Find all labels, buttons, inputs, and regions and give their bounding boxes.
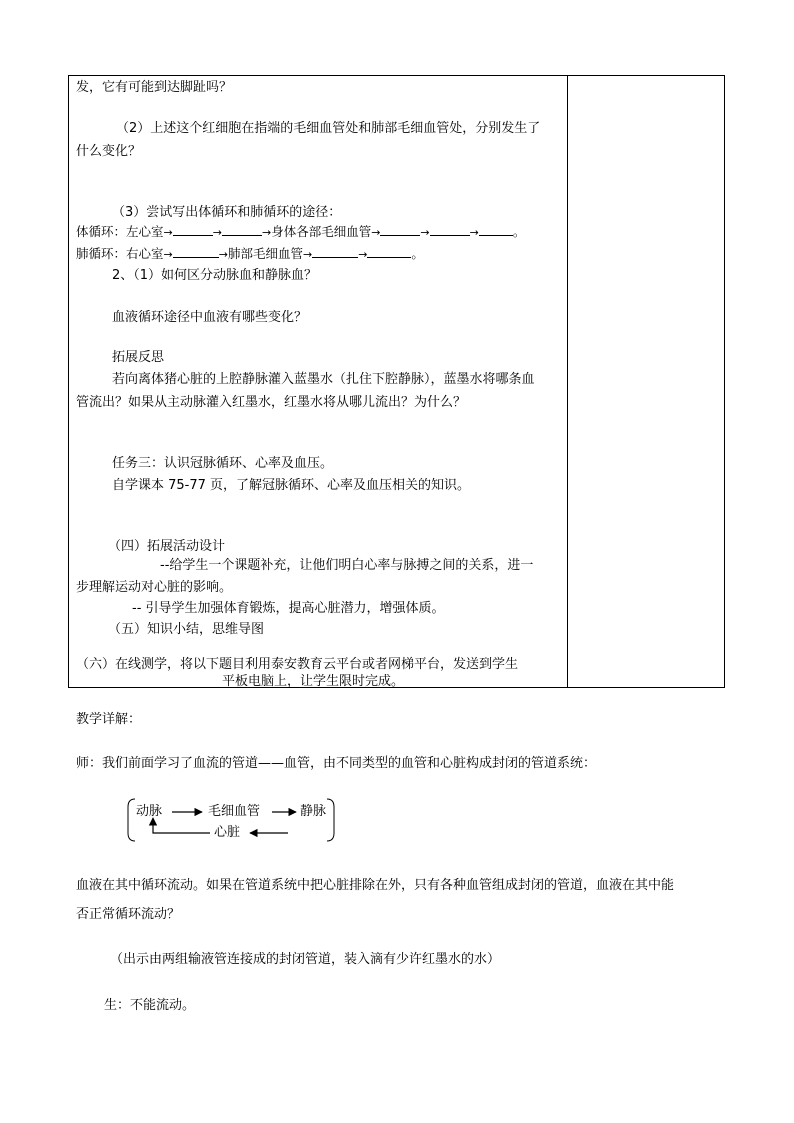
table-text-line: 什么变化？ xyxy=(76,144,142,159)
table-text-line: （五）知识小结，思维导图 xyxy=(108,622,265,637)
table-text-line: 拓展反思 xyxy=(112,350,165,365)
table-text-line: 2、（1）如何区分动脉血和静脉血？ xyxy=(112,268,318,283)
body-paragraph-line: 否正常循环流动？ xyxy=(76,907,181,922)
artery-label: 动脉 xyxy=(136,804,163,819)
table-text-line: 管流出？如果从主动脉灌入红墨水，红墨水将从哪儿流出？为什么？ xyxy=(76,395,467,410)
table-text-line: 平板电脑上，让学生限时完成。 xyxy=(222,674,405,689)
capillary-label: 毛细血管 xyxy=(208,804,261,819)
table-text-line: 发，它有可能到达脚趾吗？ xyxy=(76,80,233,95)
table-text-line: -- 引导学生加强体育锻炼，提高心脏潜力，增强体质。 xyxy=(132,601,445,616)
table-text-line: 自学课本 75-77 页，了解冠脉循环、心率及血压相关的知识。 xyxy=(112,478,471,493)
table-text-line: --给学生一个课题补充，让他们明白心率与脉搏之间的关系，进一 xyxy=(160,558,534,573)
answer-blank[interactable] xyxy=(479,224,513,236)
pulmonary-circulation-line: 肺循环：右心室→ →肺部毛细血管→ → 。 xyxy=(76,246,424,261)
heart-label: 心脏 xyxy=(214,825,241,840)
table-text-line: （六）在线测学，将以下题目利用泰安教育云平台或者网梯平台，发送到学生 xyxy=(76,657,519,672)
right-bracket xyxy=(327,799,334,841)
answer-blank[interactable] xyxy=(173,224,213,236)
table-text-line: （2）上述这个红细胞在指端的毛细血管处和肺部毛细血管处，分别发生了 xyxy=(116,121,541,136)
answer-blank[interactable] xyxy=(222,224,262,236)
teacher-line: 师：我们前面学习了血流的管道——血管，由不同类型的血管和心脏构成封闭的管道系统： xyxy=(76,756,597,771)
answer-blank[interactable] xyxy=(430,224,470,236)
answer-blank[interactable] xyxy=(173,246,219,258)
answer-blank[interactable] xyxy=(312,246,358,258)
table-text-line: 血液循环途径中血液有哪些变化？ xyxy=(112,310,308,325)
demo-note: （出示由两组输液管连接成的封闭管道，装入滴有少许红墨水的水） xyxy=(110,952,501,967)
answer-blank[interactable] xyxy=(367,246,411,258)
left-bracket xyxy=(128,799,135,841)
table-text-line: 任务三：认识冠脉循环、心率及血压。 xyxy=(112,456,334,471)
section-heading: 教学详解： xyxy=(76,712,142,727)
table-column-divider xyxy=(567,75,568,688)
table-text-line: （四）拓展活动设计 xyxy=(108,539,226,554)
body-paragraph-line: 血液在其中循环流动。如果在管道系统中把心脏排除在外，只有各种血管组成封闭的管道，血液在其中能 xyxy=(76,878,675,893)
table-text-line: 步理解运动对心脏的影响。 xyxy=(76,580,233,595)
table-text-line: 若向离体猪心脏的上腔静脉灌入蓝墨水（扎住下腔静脉），蓝墨水将哪条血 xyxy=(112,372,535,387)
student-answer: 生：不能流动。 xyxy=(104,998,196,1013)
answer-blank[interactable] xyxy=(380,224,420,236)
table-text-line: （3）尝试写出体循环和肺循环的途径： xyxy=(112,205,342,220)
circulation-diagram xyxy=(126,795,336,845)
systemic-circulation-line: 体循环：左心室→ → →身体各部毛细血管→ → → 。 xyxy=(76,224,526,239)
arrow-heart-to-artery xyxy=(153,818,210,833)
vein-label: 静脉 xyxy=(300,804,327,819)
